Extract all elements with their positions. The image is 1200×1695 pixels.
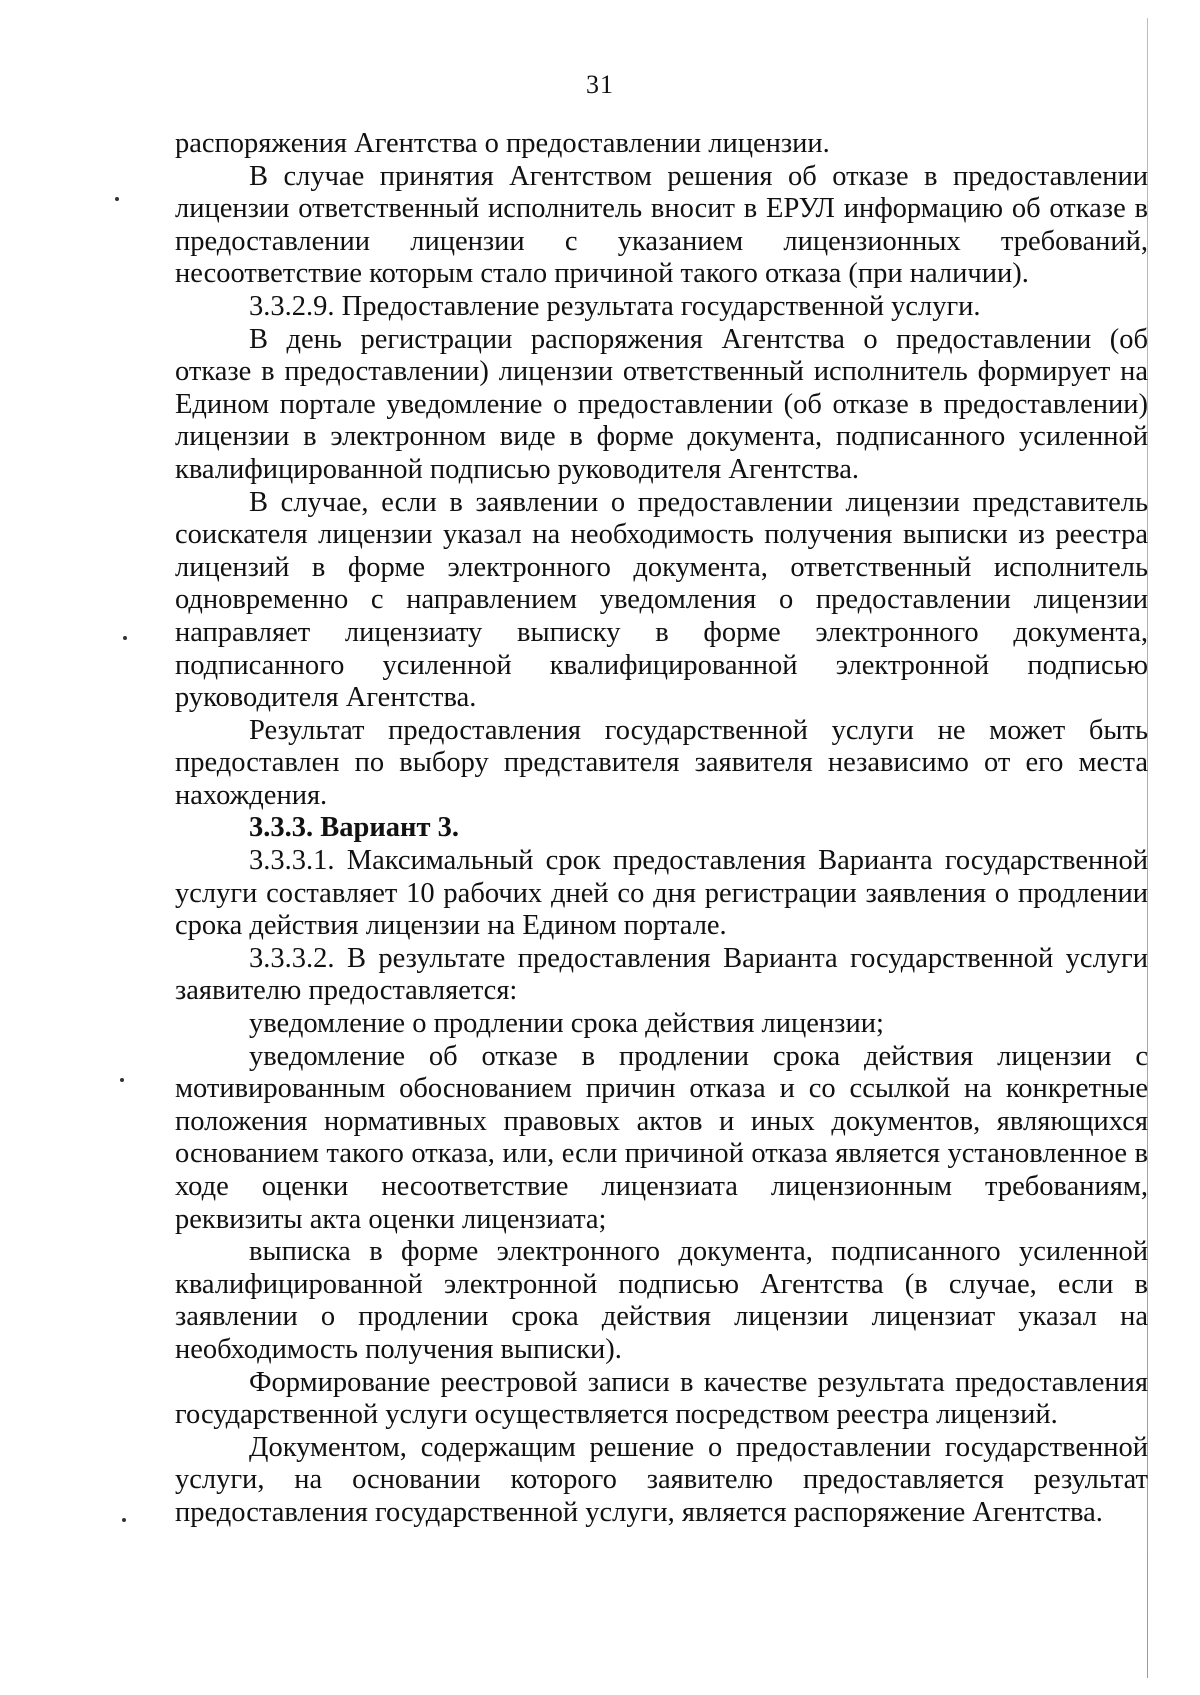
paragraph: 3.3.2.9. Предоставление результата государственной услуги. <box>249 290 981 322</box>
paragraph: Результат предоставления государственной услуги не может быть предоставлен по выбору представителя заявителя независимо от его места нахождения. <box>175 714 1148 811</box>
list-item: уведомление об отказе в продлении срока действия лицензии с мотивированным обоснованием причин отказа и со ссылкой на конкретные положения нормативных правовых актов и иных документов, являющихся основанием такого отказа, или, если причиной отказа является установленное в ходе оценки несоответствие лицензиата лицензионным требованиям, реквизиты акта оценки лицензиата; <box>175 1040 1148 1235</box>
document-body <box>175 128 1148 1530</box>
paragraph: Документом, содержащим решение о предоставлении государственной услуги, на основании которого заявителю предоставляется результат предоставления государственной услуги, является распоряжение Агентства. <box>175 1431 1148 1528</box>
paragraph: В день регистрации распоряжения Агентства о предоставлении (об отказе в предоставлении) лицензии ответственный исполнитель формирует на Едином портале уведомление о предоставлении (об отказе в предоставлении) лицензии в электронном виде в форме документа, подписанного усиленной квалифицированной подписью руководителя Агентства. <box>175 323 1148 485</box>
paragraph: 3.3.3.2. В результате предоставления Варианта государственной услуги заявителю предоставляется: <box>175 942 1148 1007</box>
paragraph: В случае, если в заявлении о предоставлении лицензии представитель соискателя лицензии указал на необходимость получения выписки из реестра лицензий в форме электронного документа, ответственный исполнитель одновременно с направлением уведомления о предоставлении лицензии направляет лицензиату выписку в форме электронного документа, подписанного усиленной квалифицированной электронной подписью руководителя Агентства. <box>175 486 1148 714</box>
scan-speck <box>122 1518 126 1522</box>
scan-speck <box>123 636 127 640</box>
paragraph: 3.3.3.1. Максимальный срок предоставления Варианта государственной услуги составляет 10 рабочих дней со дня регистрации заявления о продлении срока действия лицензии на Едином портале. <box>175 845 1148 942</box>
paragraph: Формирование реестровой записи в качестве результата предоставления государственной услуги осуществляется посредством реестра лицензий. <box>175 1366 1148 1431</box>
scan-speck <box>115 197 119 201</box>
paragraph: распоряжения Агентства о предоставлении лицензии. <box>175 128 830 159</box>
list-item: уведомление о продлении срока действия лицензии; <box>249 1008 884 1040</box>
list-item: выписка в форме электронного документа, подписанного усиленной квалифицированной электронной подписью Агентства (в случае, если в заявлении о продлении срока действия лицензии лицензиат указал на необходимость получения выписки). <box>175 1236 1148 1365</box>
section-heading: 3.3.3. Вариант 3. <box>249 812 459 844</box>
page-number: 31 <box>586 70 614 99</box>
paragraph: В случае принятия Агентством решения об отказе в предоставлении лицензии ответственный исполнитель вносит в ЕРУЛ информацию об отказе в предоставлении лицензии с указанием лицензионных требований, несоответствие которым стало причиной такого отказа (при наличии). <box>175 160 1148 290</box>
scan-speck <box>120 1078 124 1082</box>
